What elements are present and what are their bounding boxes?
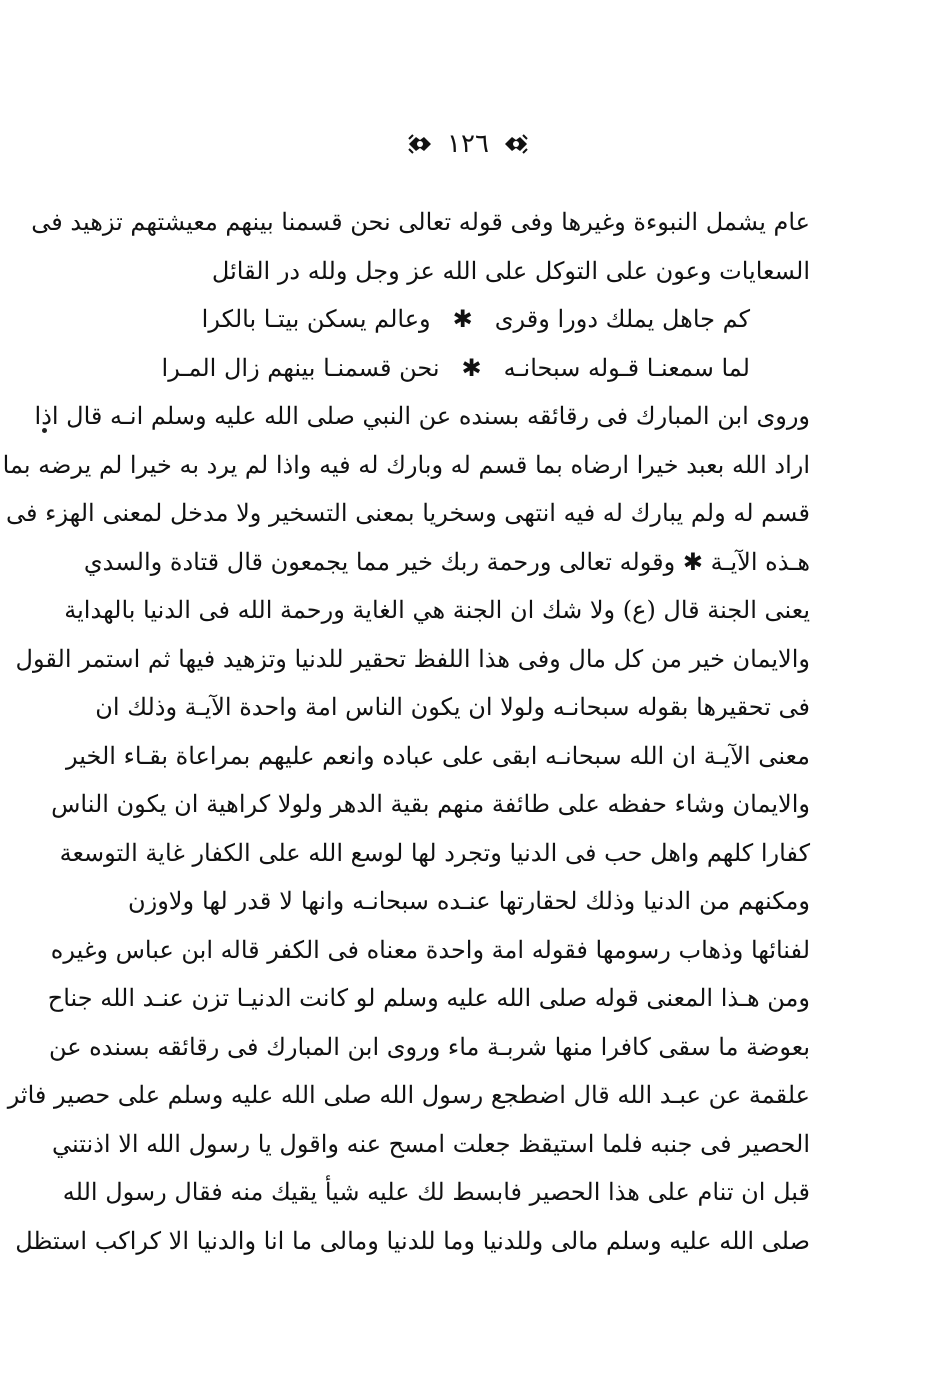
text-line: قسم له ولم يبارك له فيه انتهى وسخريا بمعنى التسخير ولا مدخل لمعنى الهزء فى: [6, 499, 810, 527]
text-line: السعايات وعون على التوكل على الله عز وجل ولله در القائل: [211, 256, 810, 285]
ornament-right-icon: [503, 131, 529, 157]
verse-hemistich: لما سمعنـا قـوله سبحانـه: [503, 353, 750, 382]
text-line: هـذه الآيـة ✱ وقوله تعالى ورحمة ربك خير مما يجمعون قال قتادة والسدي: [83, 547, 810, 576]
text-line: اراد الله بعبد خيرا ارضاه بما قسم له وبارك له فيه واذا لم يرد به خيرا لم يرضه بما: [2, 450, 810, 479]
text-line: الحصير فى جنبه فلما استيقظ جعلت امسح عنه واقول يا رسول الله الا اذنتني: [52, 1129, 810, 1158]
text-line: لفنائها وذهاب رسومها فقوله امة واحدة معناه فى الكفر قاله ابن عباس وغيره: [50, 935, 810, 964]
verse-separator: ✱: [461, 353, 482, 382]
poem-verse: [128, 344, 810, 393]
text-line: معنى الآيـة ان الله سبحانـه ابقى على عباده وانعم عليهم بمراعاة بقـاء الخير: [66, 741, 810, 770]
text-line: يعنى الجنة قال (ع) ولا شك ان الجنة هي الغاية ورحمة الله فى الدنيا بالهداية: [64, 596, 810, 624]
text-line: صلى الله عليه وسلم مالى وللدنيا وما للدنيا ومالى ما انا والدنيا الا كراكب استظل: [15, 1226, 810, 1255]
page-header: [0, 122, 936, 166]
verse-separator: ✱: [452, 305, 473, 333]
text-line: كفارا كلهم واهل حب فى الدنيا وتجرد لها لوسع الله على الكفار غاية التوسعة: [59, 838, 810, 867]
page-number: ١٢٦: [447, 129, 489, 159]
text-line: علقمة عن عبـد الله قال اضطجع رسول الله صلى الله عليه وسلم على حصير فاثر: [7, 1081, 810, 1109]
verse-hemistich: كم جاهل يملك دورا وقرى: [494, 305, 750, 333]
verse-hemistich: وعالم يسكن بيتـا بالكرا: [201, 305, 431, 333]
body-text: [2, 198, 810, 1265]
text-line: قبل ان تنام على هذا الحصير فابسط لك عليه شيأ يقيك منه فقال رسول الله: [62, 1178, 810, 1206]
text-line: والايمان وشاء حفظه على طائفة منهم بقية الدهر ولولا كراهية ان يكون الناس: [51, 790, 810, 818]
verse-hemistich: نحن قسمنـا بينهم زال المـرا: [161, 353, 440, 382]
text-line: بعوضة ما سقى كافرا منها شربـة ماء وروى ابن المبارك فى رقائقه بسنده عن: [48, 1032, 810, 1061]
poem-verse: [128, 295, 810, 344]
text-line: وروى ابن المبارك فى رقائقه بسنده عن النبي صلى الله عليه وسلم انـه قال اذا: [34, 402, 810, 430]
text-line: والايمان خير من كل مال وفى هذا اللفظ تحقير للدنيا وتزهيد فيها ثم استمر القول: [15, 644, 810, 673]
text-line: ومكنهم من الدنيا وذلك لحقارتها عنـده سبحانـه وانها لا قدر لها ولاوزن: [128, 887, 810, 915]
text-line: ومن هـذا المعنى قوله صلى الله عليه وسلم لو كانت الدنيـا تزن عنـد الله جناح: [47, 984, 810, 1012]
ornament-left-icon: [407, 131, 433, 157]
text-line: فى تحقيرها بقوله سبحانـه ولولا ان يكون الناس امة واحدة الآيـة وذلك ان: [95, 693, 810, 721]
text-line: عام يشمل النبوءة وغيرها وفى قوله تعالى نحن قسمنا بينهم معيشتهم تزهيد فى: [31, 208, 810, 236]
